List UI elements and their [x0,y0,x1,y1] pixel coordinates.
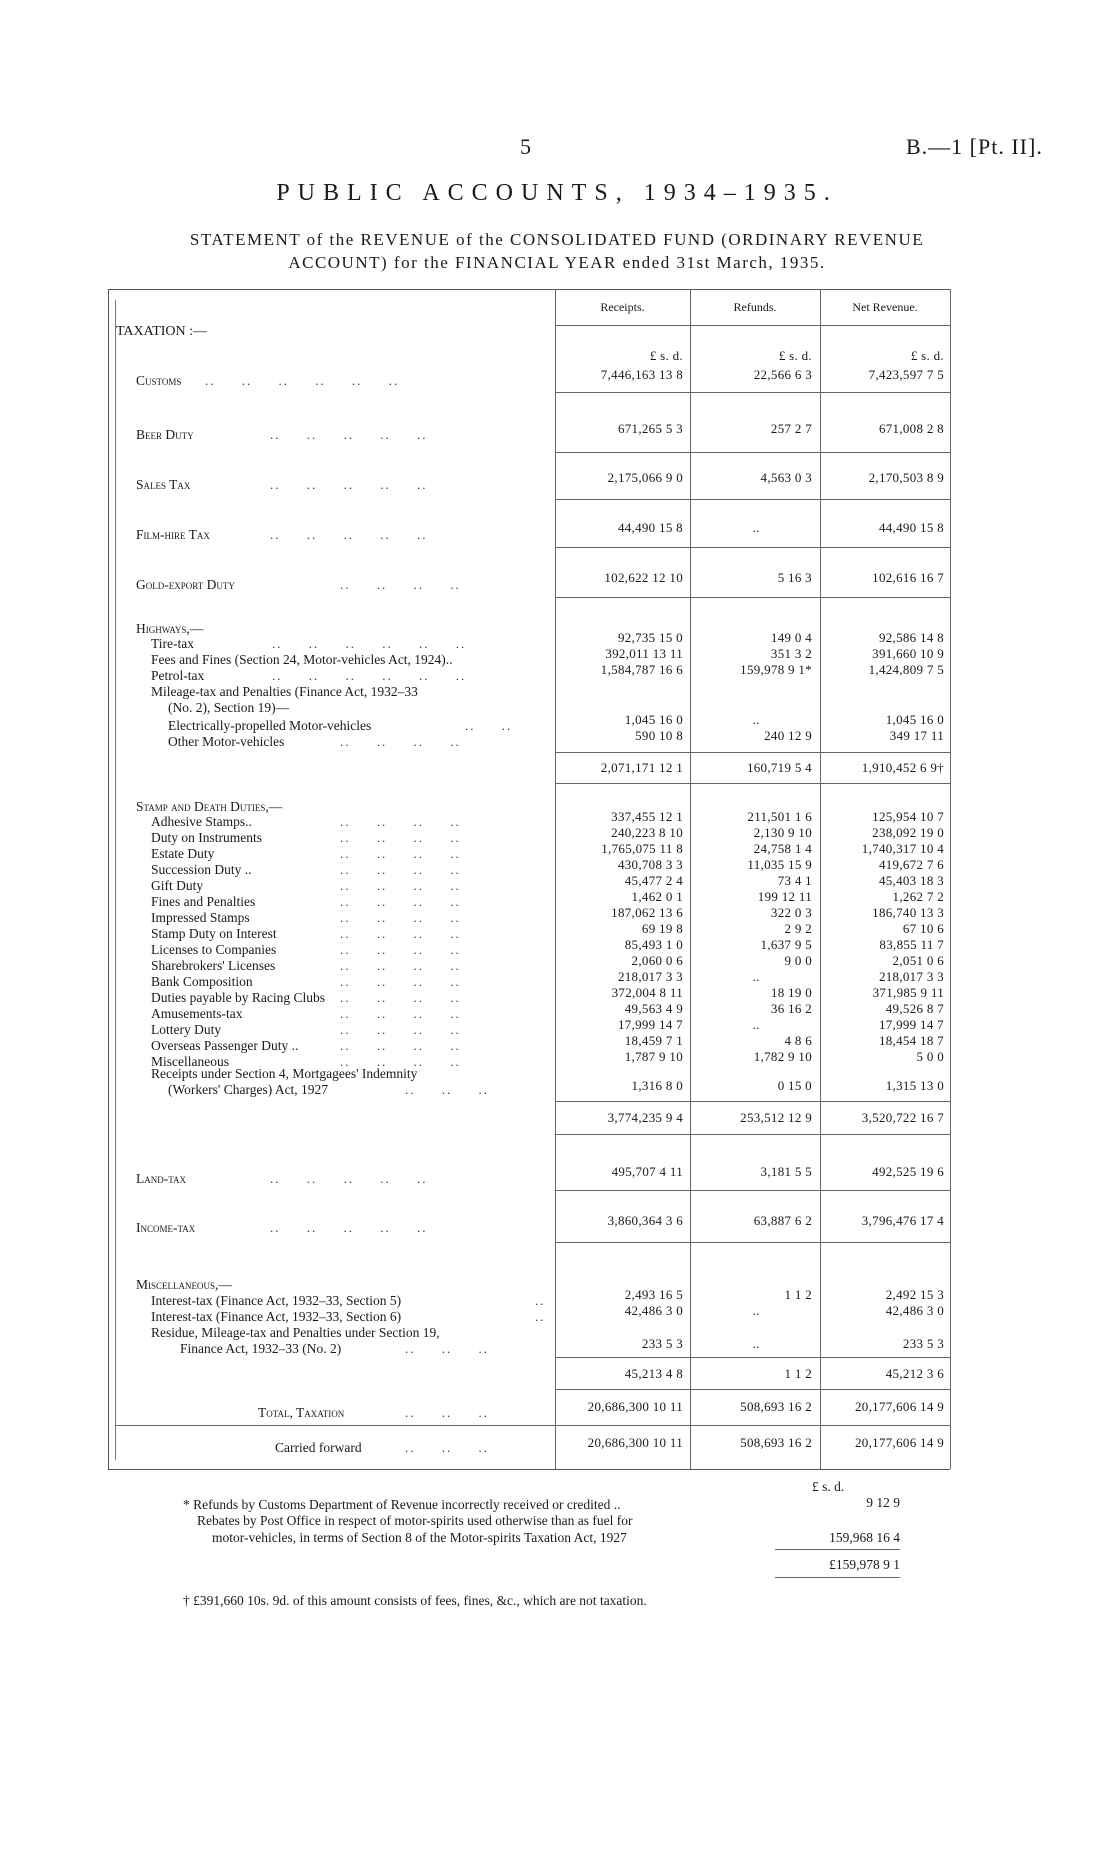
table-bottom-rule [108,1469,950,1470]
stamp-item-label: Stamp Duty on Interest [151,926,277,941]
stamp-net: 218,017 3 3 [878,969,944,984]
misc-item-label: Interest-tax (Finance Act, 1932–33, Section 5) [151,1293,402,1308]
land-receipts: 495,707 4 11 [611,1164,683,1179]
stamp-net: 5 0 0 [916,1049,944,1064]
table-right-rule [950,289,951,1469]
row-label-income-tax: Income-tax [136,1220,196,1235]
sales-receipts: 2,175,066 9 0 [607,470,683,485]
stamp-refunds: 211,501 1 6 [747,809,812,824]
total-taxation-label: Total, Taxation [258,1405,345,1420]
highways-net: 1,424,809 7 5 [868,662,944,677]
customs-receipts: 7,446,163 13 8 [600,367,683,382]
stamp-item-label: Lottery Duty [151,1022,222,1037]
stamp-net: 83,855 11 7 [879,937,944,952]
footnote-star-line3: motor-vehicles, in terms of Section 8 of the Motor-spirits Taxation Act, 1927 [212,1530,627,1545]
stamp-refunds: .. [752,969,760,984]
stamp-item-label: Amusements-tax [151,1006,243,1021]
row-label-sales-tax: Sales Tax [136,477,191,492]
gold-refunds: 5 16 3 [777,570,812,585]
stamp-refunds: .. [752,1017,760,1032]
stamp-item-label: Sharebrokers' Licenses [151,958,276,973]
stamp-total-net: 3,520,722 16 7 [861,1110,944,1125]
leader-dots: .. .. .. .. [340,830,461,845]
total-taxation-refunds: 508,693 16 2 [740,1399,812,1414]
carried-forward-refunds: 508,693 16 2 [740,1435,812,1450]
highways-receipts: 1,584,787 16 6 [600,662,683,677]
row-label-beer-duty: Beer Duty [136,427,194,442]
stamp-net: 1,262 7 2 [892,889,944,904]
highways-receipts: 92,735 15 0 [617,630,683,645]
residue-net: 233 5 3 [902,1336,944,1351]
row-rule [555,783,950,784]
carried-forward-receipts: 20,686,300 10 11 [587,1435,683,1450]
leader-dots: .. .. .. .. .. .. [205,373,400,388]
stamp-refunds: 24,758 1 4 [753,841,812,856]
leader-dots: .. .. .. [405,1405,489,1420]
stamp-receipts: 240,223 8 10 [611,825,683,840]
highways-receipts: 392,011 13 11 [605,646,683,661]
row-rule [555,1134,950,1135]
net-column-rule [820,289,821,1469]
beer-receipts: 671,265 5 3 [617,421,683,436]
stamp-net: 1,740,317 10 4 [861,841,944,856]
footnote-dagger: † £391,660 10s. 9d. of this amount consists of fees, fines, &c., which are not taxation. [183,1593,647,1608]
leader-dots: .. .. .. .. [340,910,461,925]
highways-total-receipts: 2,071,171 12 1 [600,760,683,775]
leader-dots: .. .. .. .. [340,734,461,749]
row-rule [115,1425,950,1426]
leader-dots: .. .. .. .. [340,878,461,893]
row-rule [555,547,950,548]
stamp-refunds: 18 19 0 [770,985,812,1000]
highways-item-label: Electrically-propelled Motor-vehicles [168,718,372,733]
table-left-rule [108,289,109,1469]
footnote-rule [775,1577,900,1578]
stamp-item-label: Gift Duty [151,878,204,893]
leader-dots: .. .. .. .. [340,1022,461,1037]
receipts-column-header: Receipts. [600,300,645,314]
stamp-refunds: 11,035 15 9 [747,857,812,872]
stamp-refunds: 1,782 9 10 [753,1049,812,1064]
carried-forward-label: Carried forward [275,1440,362,1455]
net-currency: £ s. d. [910,348,944,363]
stamp-refunds: 4 8 6 [784,1033,812,1048]
highways-net: 92,586 14 8 [878,630,944,645]
stamp-item-label: Adhesive Stamps.. [151,814,252,829]
row-label-customs: Customs [136,373,182,388]
miscellaneous-heading: Miscellaneous,— [136,1277,232,1292]
highways-item-label: (No. 2), Section 19)— [168,700,290,715]
stamp-refunds: 199 12 11 [757,889,812,904]
leader-dots: .. .. .. .. [340,846,461,861]
income-receipts: 3,860,364 3 6 [607,1213,683,1228]
page-title: PUBLIC ACCOUNTS, 1934–1935. [276,180,838,206]
leader-dots: .. .. .. .. [340,1054,461,1069]
stamp-net: 371,985 9 11 [872,985,944,1000]
highways-item-label: Tire-tax [151,636,194,651]
residue-line1: Residue, Mileage-tax and Penalties under Section 19, [151,1325,440,1340]
row-label-land-tax: Land-tax [136,1171,187,1186]
subtotal-rule [555,1357,950,1358]
beer-net: 671,008 2 8 [878,421,944,436]
customs-refunds: 22,566 6 3 [753,367,812,382]
leader-dots: .. .. .. .. [340,942,461,957]
footnote-star-total: £159,978 9 1 [829,1557,900,1572]
leader-dots: .. .. .. .. .. .. [272,668,467,683]
stamp-net: 238,092 19 0 [872,825,944,840]
row-rule [555,1190,950,1191]
highways-refunds: 159,978 9 1* [740,662,812,677]
stamp-net: 419,672 7 6 [878,857,944,872]
footnote-star-line2: Rebates by Post Office in respect of motor-spirits used otherwise than as fuel for [197,1513,633,1528]
footnote-rule [775,1549,900,1550]
misc-net: 42,486 3 0 [885,1303,944,1318]
total-taxation-net: 20,177,606 14 9 [855,1399,944,1414]
stamp-item-label: Succession Duty .. [151,862,252,877]
stamp-item-label: Overseas Passenger Duty .. [151,1038,299,1053]
stamp-total-receipts: 3,774,235 9 4 [607,1110,683,1125]
stamp-item-label: Estate Duty [151,846,215,861]
receipts-currency: £ s. d. [649,348,683,363]
misc-refunds: 1 1 2 [784,1287,812,1302]
row-rule [555,452,950,453]
row-rule [555,499,950,500]
residue-refunds: .. [752,1336,760,1351]
highways-net: 1,045 16 0 [885,712,944,727]
leader-dots: .. .. .. .. [340,990,461,1005]
highways-refunds: 351 3 2 [770,646,812,661]
highways-total-net: 1,910,452 6 9† [861,760,944,775]
leader-dots: .. .. .. .. [340,862,461,877]
leader-dots: .. .. .. .. [340,926,461,941]
highways-item-label: Fees and Fines (Section 24, Motor-vehicles Act, 1924).. [151,652,453,667]
stamp-receipts: 1,462 0 1 [631,889,683,904]
film-receipts: 44,490 15 8 [617,520,683,535]
stamp-net: 17,999 14 7 [878,1017,944,1032]
refunds-currency: £ s. d. [778,348,812,363]
residue-line2: Finance Act, 1932–33 (No. 2) [180,1341,342,1356]
leader-dots: .. .. .. .. .. [270,1171,428,1186]
stamp-receipts: 69 19 8 [641,921,683,936]
highways-receipts: 1,045 16 0 [624,712,683,727]
highways-net: 391,660 10 9 [872,646,944,661]
stamp-item-label: Impressed Stamps [151,910,250,925]
beer-refunds: 257 2 7 [770,421,812,436]
stamp-refunds: 322 0 3 [770,905,812,920]
misc-refunds: .. [752,1303,760,1318]
row-rule [555,597,950,598]
stamp-receipts: 49,563 4 9 [624,1001,683,1016]
highways-net: 349 17 11 [889,728,944,743]
sales-net: 2,170,503 8 9 [868,470,944,485]
leader-dots: .. .. .. .. [340,1006,461,1021]
gold-net: 102,616 16 7 [872,570,944,585]
highways-heading: Highways,— [136,621,204,636]
highways-item-label: Other Motor-vehicles [168,734,285,749]
leader-dots: .. .. .. [405,1440,489,1455]
mortgage-line1: Receipts under Section 4, Mortgagees' Indemnity [151,1066,418,1081]
stamp-net: 45,403 18 3 [878,873,944,888]
residue-receipts: 233 5 3 [641,1336,683,1351]
statement-subtitle-line1: STATEMENT of the REVENUE of the CONSOLIDATED FUND (ORDINARY REVENUE [189,230,925,249]
stamp-refunds: 2,130 9 10 [753,825,812,840]
leader-dots: .. .. .. [405,1341,489,1356]
row-label-gold-export-duty: Gold-export Duty [136,577,235,592]
document-reference: B.—1 [Pt. II]. [906,134,1043,159]
net-column-header: Net Revenue. [852,300,918,314]
leader-dots: .. .. .. .. [340,577,461,592]
subtotal-rule [555,1101,950,1102]
stamp-receipts: 337,455 12 1 [611,809,683,824]
leader-dots: .. .. .. .. [340,1038,461,1053]
leader-dots: .. .. .. .. [340,814,461,829]
footnote-star-amount2: 159,968 16 4 [829,1530,900,1545]
highways-refunds: 240 12 9 [764,728,812,743]
stamp-receipts: 1,765,075 11 8 [601,841,683,856]
mortgage-refunds: 0 15 0 [777,1078,812,1093]
header-rule [555,325,950,326]
leader-dots: .. [535,1293,546,1308]
leader-dots: .. .. .. .. .. .. [272,636,467,651]
page-number: 5 [520,134,531,159]
row-rule [555,1389,950,1390]
misc-net: 2,492 15 3 [885,1287,944,1302]
refunds-column-rule [690,289,691,1469]
film-refunds: .. [752,520,760,535]
highways-item-label: Petrol-tax [151,668,205,683]
stamp-item-label: Duty on Instruments [151,830,262,845]
misc-item-label: Interest-tax (Finance Act, 1932–33, Section 6) [151,1309,402,1324]
stamp-total-refunds: 253,512 12 9 [740,1110,812,1125]
leader-dots: .. .. .. .. .. [270,1220,428,1235]
stamp-receipts: 1,787 9 10 [624,1049,683,1064]
leader-dots: .. .. .. [405,1082,489,1097]
footnote-star-amount1: 9 12 9 [866,1495,900,1510]
total-taxation-receipts: 20,686,300 10 11 [587,1399,683,1414]
stamp-item-label: Duties payable by Racing Clubs [151,990,325,1005]
gold-receipts: 102,622 12 10 [604,570,683,585]
leader-dots: .. .. .. .. [340,958,461,973]
misc-total-refunds: 1 1 2 [784,1366,812,1381]
stamp-receipts: 430,708 3 3 [617,857,683,872]
stamp-refunds: 73 4 1 [777,873,812,888]
stamp-receipts: 18,459 7 1 [624,1033,683,1048]
table-left-inner-rule [115,300,116,1460]
mortgage-net: 1,315 13 0 [885,1078,944,1093]
stamp-net: 125,954 10 7 [872,809,944,824]
misc-total-receipts: 45,213 4 8 [624,1366,683,1381]
stamp-duties-heading: Stamp and Death Duties,— [136,799,283,814]
subtotal-rule [555,752,950,753]
leader-dots: .. .. .. .. [340,974,461,989]
highways-receipts: 590 10 8 [635,728,683,743]
highways-refunds: 149 0 4 [770,630,812,645]
highways-item-label: Mileage-tax and Penalties (Finance Act, 1932–33 [151,684,418,699]
leader-dots: .. .. .. .. .. [270,427,428,442]
taxation-heading: TAXATION :— [116,324,208,339]
leader-dots: .. [535,1309,546,1324]
row-label-film-hire-tax: Film-hire Tax [136,527,210,542]
stamp-net: 186,740 13 3 [872,905,944,920]
highways-refunds: .. [752,712,760,727]
stamp-net: 67 10 6 [902,921,944,936]
stamp-receipts: 372,004 8 11 [611,985,683,1000]
stamp-receipts: 2,060 0 6 [631,953,683,968]
leader-dots: .. .. .. .. .. [270,527,428,542]
stamp-receipts: 218,017 3 3 [617,969,683,984]
stamp-item-label: Fines and Penalties [151,894,256,909]
statement-subtitle-line2: ACCOUNT) for the FINANCIAL YEAR ended 31st March, 1935. [288,253,826,272]
carried-forward-net: 20,177,606 14 9 [855,1435,944,1450]
mortgage-line2: (Workers' Charges) Act, 1927 [168,1082,329,1097]
stamp-receipts: 187,062 13 6 [611,905,683,920]
income-net: 3,796,476 17 4 [861,1213,944,1228]
leader-dots: .. .. .. .. .. [270,477,428,492]
stamp-refunds: 1,637 9 5 [760,937,812,952]
misc-receipts: 2,493 16 5 [624,1287,683,1302]
stamp-receipts: 85,493 1 0 [624,937,683,952]
table-top-rule [108,289,950,290]
footnote-star-line1: * Refunds by Customs Department of Revenue incorrectly received or credited .. [183,1497,621,1512]
land-net: 492,525 19 6 [872,1164,944,1179]
stamp-net: 18,454 18 7 [878,1033,944,1048]
stamp-refunds: 9 0 0 [784,953,812,968]
income-refunds: 63,887 6 2 [753,1213,812,1228]
footnote-currency-header: £ s. d. [812,1479,845,1494]
customs-net: 7,423,597 7 5 [868,367,944,382]
highways-total-refunds: 160,719 5 4 [746,760,812,775]
row-rule [555,1242,950,1243]
misc-receipts: 42,486 3 0 [624,1303,683,1318]
stamp-net: 49,526 8 7 [885,1001,944,1016]
stamp-item-label: Licenses to Companies [151,942,277,957]
sales-refunds: 4,563 0 3 [760,470,812,485]
stamp-receipts: 17,999 14 7 [617,1017,683,1032]
stamp-item-label: Bank Composition [151,974,253,989]
stamp-item-label: Miscellaneous [151,1054,229,1069]
misc-total-net: 45,212 3 6 [885,1366,944,1381]
stamp-receipts: 45,477 2 4 [624,873,683,888]
stamp-refunds: 36 16 2 [770,1001,812,1016]
refunds-column-header: Refunds. [733,300,777,314]
stamp-refunds: 2 9 2 [784,921,812,936]
film-net: 44,490 15 8 [878,520,944,535]
mortgage-receipts: 1,316 8 0 [631,1078,683,1093]
leader-dots: .. .. [465,718,513,733]
leader-dots: .. .. .. .. [340,894,461,909]
row-rule [555,392,950,393]
land-refunds: 3,181 5 5 [760,1164,812,1179]
stamp-net: 2,051 0 6 [892,953,944,968]
